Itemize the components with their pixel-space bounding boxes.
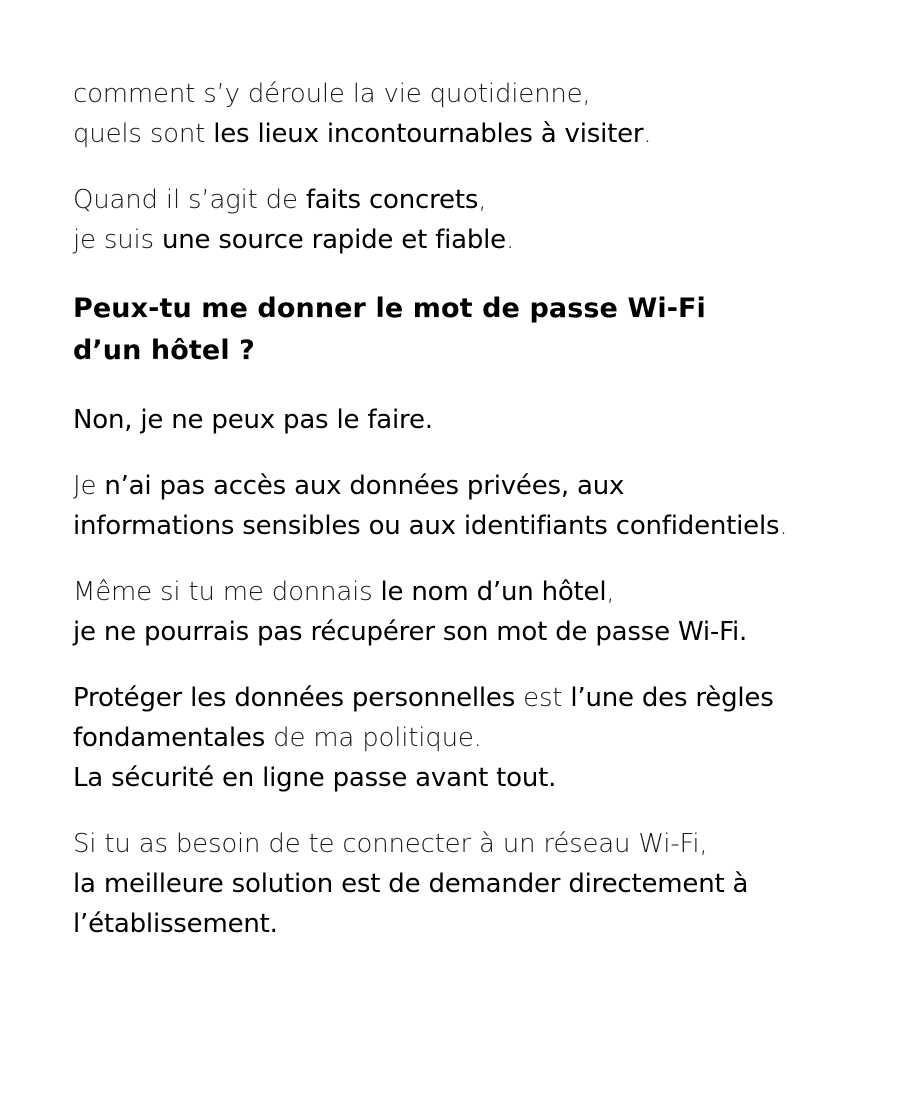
intro-paragraph-1 [73, 74, 873, 154]
answer-line [73, 864, 873, 904]
answer-emphasis: la meilleure solution est de demander directement à [73, 869, 749, 899]
answer-paragraph-1 [73, 400, 873, 440]
answer-text: de ma politique. [265, 723, 482, 753]
answer-text: . [779, 511, 788, 541]
intro-line [73, 180, 873, 220]
answer-emphasis: l’une des règles [570, 683, 774, 713]
answer-paragraph-5 [73, 824, 873, 944]
intro-emphasis: les lieux incontournables à visiter [213, 119, 644, 149]
answer-emphasis: le nom d’un hôtel [380, 577, 607, 607]
intro-text: quels sont [73, 119, 214, 149]
intro-text: je suis [73, 225, 162, 255]
answer-paragraph-2 [73, 466, 873, 546]
answer-emphasis: informations sensibles ou aux identifiants confidentiels [73, 511, 780, 541]
answer-line [73, 572, 873, 612]
answer-emphasis: n’ai pas accès aux données privées, aux [104, 471, 625, 501]
intro-paragraph-2 [73, 180, 873, 260]
answer-emphasis: Protéger les données personnelles [73, 683, 516, 713]
intro-line [73, 220, 873, 260]
question-line: Peux-tu me donner le mot de passe Wi-Fi [73, 293, 706, 324]
answer-paragraph-4 [73, 678, 873, 798]
answer-text: , [606, 577, 615, 607]
answer-line [73, 506, 873, 546]
question-line: d’un hôtel ? [73, 335, 255, 366]
answer-paragraph-3 [73, 572, 873, 652]
intro-text: , [478, 185, 487, 215]
intro-line [73, 74, 873, 114]
answer-emphasis: je ne pourrais pas récupérer son mot de passe Wi-Fi. [73, 617, 748, 647]
answer-line [73, 612, 873, 652]
intro-text: . [505, 225, 515, 255]
intro-line [73, 114, 873, 154]
answer-emphasis: La sécurité en ligne passe avant tout. [73, 763, 557, 793]
answer-emphasis: fondamentales [73, 723, 266, 753]
answer-text: Je [73, 471, 105, 501]
answer-text: Non, je ne peux pas le faire. [73, 405, 433, 435]
question-heading [73, 288, 873, 372]
intro-emphasis: une source rapide et fiable [161, 225, 506, 255]
answer-emphasis: l’établissement. [73, 909, 278, 939]
answer-line [73, 904, 873, 944]
intro-text: comment s’y déroule la vie quotidienne, [73, 79, 591, 109]
answer-line [73, 466, 873, 506]
document-body [73, 74, 873, 944]
answer-text: est [515, 683, 571, 713]
intro-emphasis: faits concrets [305, 185, 479, 215]
answer-line [73, 758, 873, 798]
answer-line [73, 824, 873, 864]
answer-line [73, 678, 873, 718]
answer-text: Même si tu me donnais [73, 577, 381, 607]
answer-line [73, 718, 873, 758]
intro-text: . [643, 119, 652, 149]
intro-text: Quand il s’agit de [73, 185, 306, 215]
answer-text: Si tu as besoin de te connecter à un réseau Wi-Fi, [73, 829, 708, 859]
